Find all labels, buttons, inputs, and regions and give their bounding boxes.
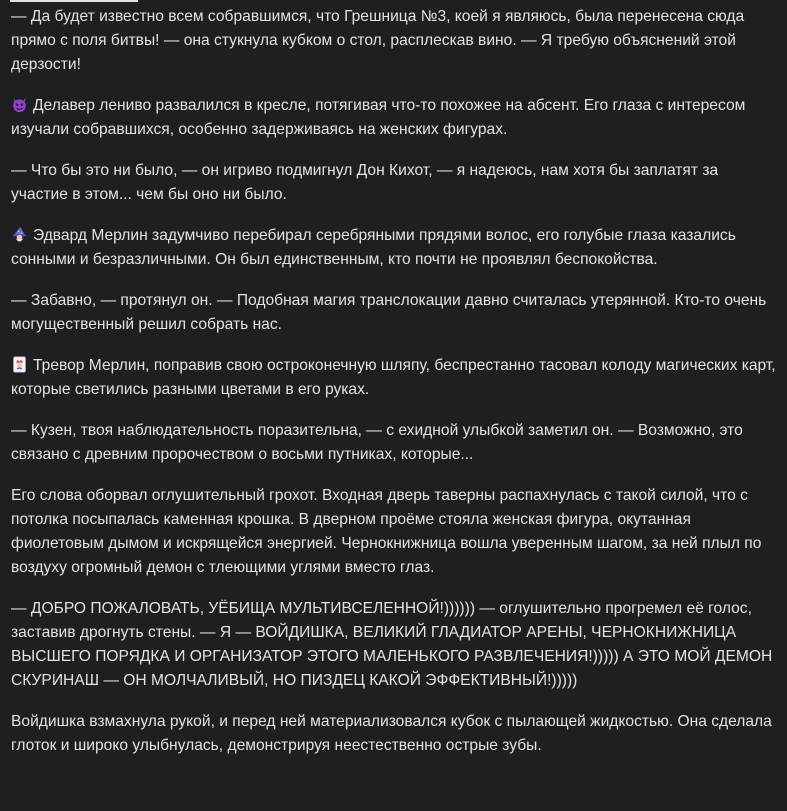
- story-paragraph: [11, 710, 777, 758]
- story-paragraph: [11, 354, 777, 402]
- devil-face-icon: [11, 96, 28, 113]
- paragraph-text: — Забавно, — протянул он. — Подобная магия транслокации давно считалась утерянной. Кто-то очень могущественный решил собрать нас.: [11, 292, 767, 333]
- story-paragraph: [11, 5, 777, 77]
- paragraph-text: — Что бы это ни было, — он игриво подмигнул Дон Кихот, — я надеюсь, нам хотя бы заплатят за участие в этом... чем бы оно ни было.: [11, 162, 719, 203]
- story-paragraph: [11, 159, 777, 207]
- mage-icon: [11, 226, 28, 243]
- story-paragraph: [11, 419, 777, 467]
- story-paragraph: [11, 484, 777, 580]
- story-paragraph: [11, 94, 777, 142]
- story-paragraph: [11, 224, 777, 272]
- story-paragraph: [11, 289, 777, 337]
- paragraph-text: — ДОБРО ПОЖАЛОВАТЬ, УЁБИЩА МУЛЬТИВСЕЛЕННОЙ!)))))) — оглушительно прогремел её голос, заставив дрогнуть стены. — Я — ВОЙДИШКА, ВЕЛИКИЙ ГЛАДИАТОР АРЕНЫ, ЧЕРНОКНИЖНИЦА ВЫСШЕГО ПОРЯДКА И ОРГАНИЗАТОР ЭТОГО МАЛЕНЬКОГО РАЗВЛЕЧЕНИЯ!))))) А ЭТО МОЙ ДЕМОН СКУРИНАШ — ОН МОЛЧАЛИВЫЙ, НО ПИЗДЕЦ КАКОЙ ЭФФЕКТИВНЫЙ!))))): [11, 600, 773, 689]
- paragraph-text: — Кузен, твоя наблюдательность поразительна, — с ехидной улыбкой заметил он. — Возможно, это связано с древним пророчеством о восьми путниках, которые...: [11, 422, 743, 463]
- top-divider: [10, 0, 138, 2]
- paragraph-text: — Да будет известно всем собравшимся, что Грешница №3, коей я являюсь, была перенесена сюда прямо с поля битвы! — она стукнула кубком о стол, расплескав вино. — Я требую объяснений этой дерзости!: [11, 8, 745, 73]
- paragraph-text: Его слова оборвал оглушительный грохот. Входная дверь таверны распахнулась с такой силой, что с потолка посыпалась каменная крошка. В дверном проёме стояла женская фигура, окутанная фиолетовым дымом и искрящейся энергией. Чернокнижница вошла уверенным шагом, за ней плыл по воздуху огромный демон с тлеющими углями вместо глаз.: [11, 487, 762, 576]
- paragraph-text: Тревор Мерлин, поправив свою остроконечную шляпу, беспрестанно тасовал колоду магических карт, которые светились разными цветами в его руках.: [11, 357, 776, 398]
- paragraph-text: Делавер лениво развалился в кресле, потягивая что-то похожее на абсент. Его глаза с интересом изучали собравшихся, особенно задерживаясь на женских фигурах.: [11, 97, 746, 138]
- story-paragraph: [11, 597, 777, 693]
- joker-card-icon: [11, 356, 28, 373]
- message-body: [11, 5, 777, 775]
- paragraph-text: Войдишка взмахнула рукой, и перед ней материализовался кубок с пылающей жидкостью. Она сделала глоток и широко улыбнулась, демонстрируя неестественно острые зубы.: [11, 713, 772, 754]
- paragraph-text: Эдвард Мерлин задумчиво перебирал серебряными прядями волос, его голубые глаза казались сонными и безразличными. Он был единственным, кто почти не проявлял беспокойства.: [11, 227, 736, 268]
